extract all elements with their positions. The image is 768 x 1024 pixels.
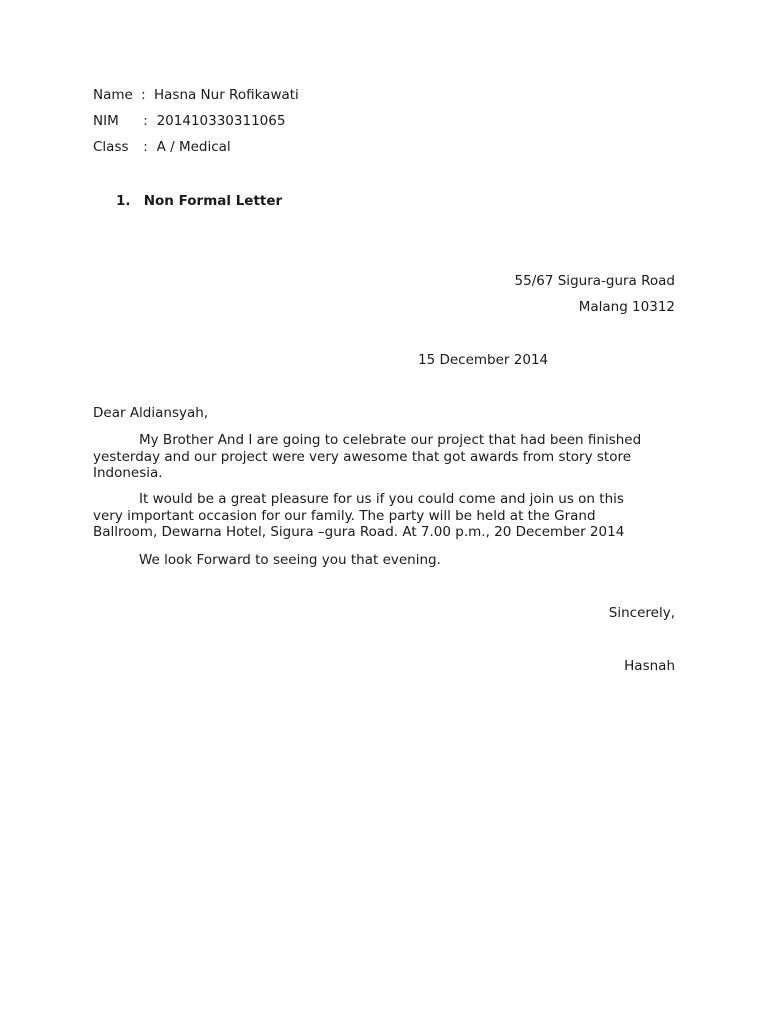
nim-value: 201410330311065: [156, 113, 286, 129]
address-line-1: 55/67 Sigura-gura Road: [514, 273, 675, 289]
letter-date: 15 December 2014: [418, 352, 549, 368]
class-label: Class: [93, 139, 129, 155]
paragraph-2: [93, 491, 683, 541]
address-line-2: Malang 10312: [578, 299, 675, 315]
name-value: Hasna Nur Rofikawati: [153, 87, 299, 103]
paragraph-1-line-1: My Brother And I are going to celebrate our project that had been finished: [139, 432, 642, 448]
class-separator: :: [143, 139, 148, 155]
paragraph-3-line-1: We look Forward to seeing you that evening.: [139, 552, 441, 568]
paragraph-1: [93, 432, 683, 482]
class-value: A / Medical: [156, 139, 231, 155]
paragraph-2-line-2: very important occasion for our family. The party will be held at the Grand: [93, 507, 596, 524]
paragraph-3: [93, 552, 683, 569]
signature: Hasnah: [624, 658, 675, 674]
name-label: Name: [93, 87, 133, 103]
paragraph-1-line-3: Indonesia.: [93, 465, 163, 481]
nim-label: NIM: [93, 113, 119, 129]
section-number: 1.: [116, 193, 131, 209]
section-title: Non Formal Letter: [143, 193, 283, 209]
closing: Sincerely,: [608, 605, 675, 621]
paragraph-2-line-3: Ballroom, Dewarna Hotel, Sigura –gura Road. At 7.00 p.m., 20 December 2014: [93, 524, 625, 540]
class-row: [93, 139, 231, 155]
salutation: Dear Aldiansyah,: [93, 405, 209, 421]
paragraph-2-line-1: It would be a great pleasure for us if you could come and join us on this: [139, 491, 624, 507]
name-row: [93, 87, 299, 103]
nim-row: [93, 113, 285, 129]
paragraph-1-line-2: yesterday and our project were very awesome that got awards from story store: [93, 448, 632, 465]
name-separator: :: [141, 87, 146, 103]
nim-separator: :: [143, 113, 148, 129]
section-heading: [116, 193, 282, 209]
